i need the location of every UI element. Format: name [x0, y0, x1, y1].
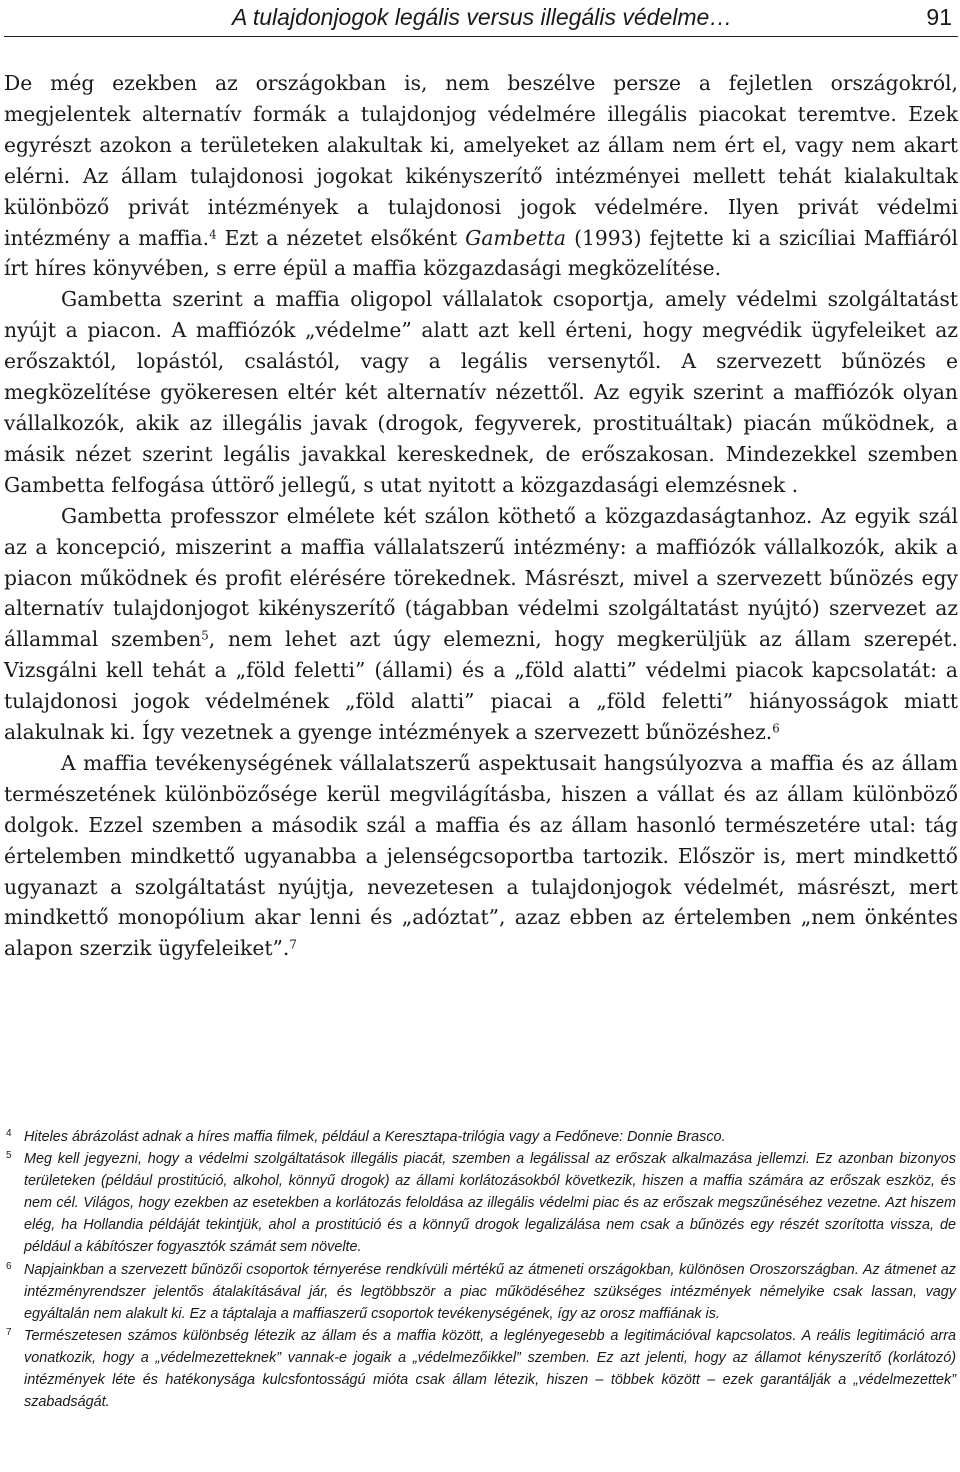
- paragraph-text: Gambetta professzor elmélete két szálon köthető a közgazdaságtanhoz. Az egyik szál az a koncepció, miszerint a maffia vállalatszerű intézmény: a maffiózók vállalkozók, akik a piacon működnek és profit elérésére törekednek. Másrészt, mivel a szervezett bűnözés egy alternatív tulajdonjogot kikényszerítő (tágabban védelmi szolgáltatást nyújtó) szervezet az állammal szemben: [4, 503, 958, 652]
- body-text: [4, 68, 958, 964]
- author-name-italic: Gambetta: [465, 225, 567, 250]
- footnote-number: 5: [6, 1150, 12, 1162]
- running-header: [4, 2, 958, 37]
- paragraph-2: Gambetta szerint a maffia oligopol vállalatok csoportja, amely védelmi szolgáltatást nyújt a piacon. A maffiózók „védelme” alatt azt kell érteni, hogy megvédik ügyfeleiket az erőszaktól, lopástól, csalástól, vagy a legális versenytől. A szervezett bűnözés e megközelítése gyökeresen eltér két alternatív nézettől. Az egyik szerint a maffiózók olyan vállalkozók, akik az illegális javak (drogok, fegyverek, prostituáltak) piacán működnek, a másik nézet szerint legális javakkal kereskednek, de erőszakosan. Mindezekkel szemben Gambetta felfogása úttörő jellegű, s utat nyitott a közgazdasági elemzésnek .: [4, 287, 958, 497]
- footnote-ref-5[interactable]: 5: [201, 628, 209, 643]
- footnote-ref-4[interactable]: 4: [209, 227, 217, 242]
- footnote-4: [6, 1126, 956, 1148]
- paragraph-text: A maffia tevékenységének vállalatszerű aspektusait hangsúlyozva a maffia és az állam természetének különbözősége kerül megvilágításba, hiszen a vállat és az állam különböző dolgok. Ezzel szemben a második szál a maffia és az állam hasonló természetére utal: tág értelemben mindkettő ugyanabba a jelenségcsoportba tartozik. Először is, mert mindkettő ugyanazt a szolgáltatást nyújtja, nevezetesen a tulajdonjogok védelmét, másrészt, mert mindkettő monopólium akar lenni és „adóztat”, azaz ebben az értelemben „nem önkéntes alapon szerzik ügyfeleiket”.: [4, 750, 958, 961]
- footnotes: [6, 1126, 956, 1413]
- chapter-title: A tulajdonjogok legális versus illegális védelme…: [232, 4, 733, 30]
- page-number: 91: [926, 4, 952, 30]
- paragraph-text: (1993) fejtette ki a szicíliai Maffiáról írt híres könyvében, s erre épül a maffia közgazdasági megközelítése.: [4, 225, 958, 281]
- footnote-text: Hiteles ábrázolást adnak a híres maffia filmek, például a Keresztapa-trilógia vagy a Fedőneve: Donnie Brasco.: [24, 1129, 726, 1145]
- footnote-number: 6: [6, 1260, 12, 1272]
- footnote-text: Meg kell jegyezni, hogy a védelmi szolgáltatások illegális piacát, szemben a legálissal az erőszak alkalmazása jellemzi. Ez azonban bizonyos területeken (például prostitúció, alkohol, könnyű drogok) az állami korlátozásokból következik, hiszen a maffia számára az erőszak eszköz, és nem cél. Világos, hogy ezekben az esetekben a korlátozás feloldása az illegális védelmi piac és az erőszak megszűnéséhez vezetne. Azt hiszem elég, ha Hollandia példáját tekintjük, ahol a prostitúció és a könnyű drogok legalizálása nem csak a bűnözés egy részét szorította vissza, de például a kábítószer fogyasztók számát sem növelte.: [24, 1151, 956, 1256]
- paragraph-3: [4, 501, 958, 748]
- footnote-ref-7[interactable]: 7: [289, 937, 297, 952]
- footnote-6: [6, 1259, 956, 1325]
- footnote-ref-6[interactable]: 6: [772, 721, 780, 736]
- paragraph-text: Ezt a nézetet elsőként: [216, 225, 466, 250]
- paragraph-text: De még ezekben az országokban is, nem beszélve persze a fejletlen országokról, megjelentek alternatív formák a tulajdonjog védelmére illegális piacokat teremtve. Ezek egyrészt azokon a területeken alakultak ki, amelyeket az állam nem ért el, vagy nem akart elérni. Az állam tulajdonosi jogokat kikényszerítő intézményei mellett tehát kialakultak különböző privát intézmények a tulajdonosi jogok védelmére. Ilyen privát védelmi intézmény a maffia.: [4, 71, 958, 250]
- paragraph-1: [4, 68, 958, 284]
- paragraph-4: [4, 748, 958, 964]
- footnote-number: 4: [6, 1128, 12, 1139]
- footnote-number: 7: [6, 1326, 12, 1338]
- footnote-text: Napjainkban a szervezett bűnözői csoportok térnyerése rendkívüli mértékű az átmeneti országokban, különösen Oroszországban. Az átmenet az intézményrendszer jelentős átalakításával jár, és legtöbbször a piac működéséhez szükséges intézmények némelyike csak lassan, vagy egyáltalán nem alakult ki. Ez a táptalaja a maffiaszerű csoportok tevékenységének, így az orosz maffiának is.: [24, 1261, 956, 1322]
- footnote-7: [6, 1325, 956, 1413]
- footnote-text: Természetesen számos különbség létezik az állam és a maffia között, a leglényegesebb a legitimációval kapcsolatos. A reális legitimáció arra vonatkozik, hogy a „védelmezetteknek” vannak-e jogaik a „védelmezőikkel” szemben. Ez azt jelenti, hogy az államot kényszerítő (korlátozó) intézmények léte és hatékonysága kulcsfontosságú mióta csak állam létezik, hiszen – többek között – ezek garantálják a „védelmezettek” szabadságát.: [24, 1327, 956, 1411]
- footnote-5: [6, 1148, 956, 1258]
- paragraph-text: , nem lehet azt úgy elemezni, hogy megkerüljük az állam szerepét. Vizsgálni kell tehát a „föld feletti” (állami) és a „föld alatti” védelmi piacok kapcsolatát: a tulajdonosi jogok védelmének „föld alatti” piacai a „föld feletti” hiányosságok miatt alakulnak ki. Így vezetnek a gyenge intézmények a szervezett bűnözéshez.: [4, 627, 958, 745]
